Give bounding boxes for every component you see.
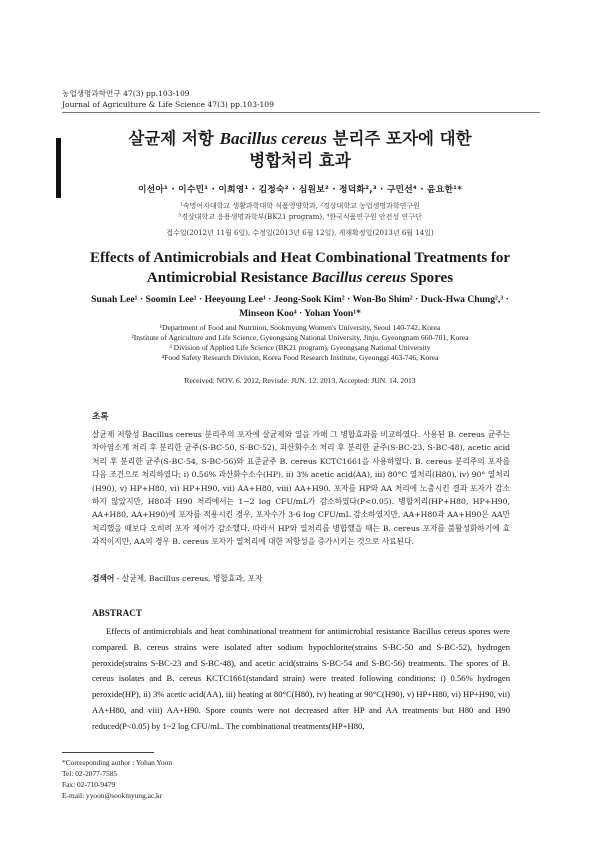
korean-abstract-heading: 초록 (92, 412, 109, 422)
fax: Fax: 02-710-9479 (62, 780, 116, 789)
footnote-divider (62, 752, 154, 753)
english-affiliations: ¹Department of Food and Nutrition, Sookmyung Women's University, Seoul 140-742, Korea ²Institute of Agriculture and Life Science, Gyeongsang National University, Jinju, Gyeongnam 660-701, Korea ³ Division of Applied Life Science (BK21 program), Gyeongsang National University ⁴Food Safety Research Division, Korea Food Research Institute, Gyeonggi 463-746, Korea (131, 323, 469, 362)
english-authors: Sunah Lee¹ · Soomin Lee¹ · Heeyoung Lee¹ · Jeong-Sook Kim² · Won-Bo Shim² · Duck-Hwa Chung²,³ · Minseon Koo⁴ · Yohan Yoon¹* (91, 294, 509, 319)
english-abstract-body: Effects of antimicrobials and heat combinational treatment for antimicrobial resistance Bacillus cereus spores were compared. B. cereus strains were isolated after sodium hypochlorite(strains S-BC-50 and S-BC-52), hydrogen peroxide(strains S-BC-23 and S-BC-48), and acetic acid(strains S-BC-54 and S-BC-56) treatments. The spores of B. cereus isolates and B. cereus KCTC1661(standard strain) were treated following conditions; i) 0.56% hydrogen peroxide(HP), ii) 3% acetic acid(AA), iii) heating at 80°C(H80), iv) heating at 90°C(H90), v) HP+H80, vi) HP+H90, vii) AA+H80, and viii) AA+H90. Spore counts were not decreased after HP and AA treatments but H80 and H90 reduced(P<0.05) by 1~2 log CFU/mL. The combinational treatments(HP+H80, (92, 626, 510, 731)
english-title: Effects of Antimicrobials and Heat Combinational Treatments for Antimicrobial Resistance Bacillus cereus Spores (89, 250, 511, 286)
header-divider (62, 112, 540, 113)
journal-header (62, 88, 274, 110)
english-dates: Received: NOV. 6. 2012, Revisde: JUN. 12. 2013, Accepted: JUN. 14. 2013 (184, 376, 416, 385)
korean-title: 살균제 저항 Bacillus cereus 분리주 포자에 대한 병합처리 효과 (128, 129, 472, 170)
korean-dates: 접수일(2012년 11월 6일), 수정일(2013년 6월 12일), 게재확정일(2013년 6월 14일) (166, 229, 434, 237)
journal-header-english: Journal of Agriculture & Life Science 47(3) pp.103-109 (62, 100, 274, 109)
korean-abstract-body: 살균제 저항성 Bacillus cereus 분리주의 포자에 살균제와 열을 가해 그 병합효과를 비교하였다. 사용된 B. cereus 균주는 차아염소계 처리 후 분리한 균주(S-BC-50, S-BC-52), 과산화수소 처리 후 분리한 균주(S-BC-23, S-BC-48), acetic acid 처리 후 분리한 균주(S-BC-54, S-BC-56)와 표준균주 B. cereus KCTC1661을 사용하였다. B. cereus 분리주의 포자를 다음 조건으로 처리하였다; i) 0.56% 과산화수소수(HP), ii) 3% acetic acid(AA), iii) 80°C 열처리(H80), iv) 90° 열처리(H90), v) HP+H80, vi) HP+H90, vii) AA+H80, viii) AA+H90. 포자를 HP와 AA 처리에 노출시킨 결과 포자가 감소하지 않았지만, H80과 H90 처리에서는 1~2 log CFU/mL가 감소하였다(P<0.05). 병합처리(HP+H80, HP+H90, AA+H80, AA+H90)에 포자를 적용시킨 경우, 포자수가 3-6 log CFU/mL 감소하였지만, AA+H80과 AA+H90은 AA만 처리했을 때보다 오히려 포자 제어가 감소했다. 따라서 HP와 열처리를 병합했을 때는 B. cereus 포자를 불활성화하기에 효과적이지만, AA의 경우 B. cereus 포자가 열처리에 대한 저항성을 증가시키는 것으로 사료된다. (92, 430, 510, 547)
telephone: Tel: 02-2077-7585 (62, 769, 118, 778)
keywords: 검색어 - 살균제, Bacillus cereus, 병합효과, 포자 (92, 574, 263, 583)
title-accent-bar (56, 138, 61, 198)
korean-authors: 이선아¹ · 이수민¹ · 이희영¹ · 김정숙² · 심원보² · 정덕화²,³ · 구민선⁴ · 윤요한¹* (137, 185, 463, 195)
english-abstract-heading: ABSTRACT (92, 608, 143, 618)
footnote (62, 757, 172, 801)
journal-header-korean: 농업생명과학연구 47(3) pp.103-109 (62, 89, 190, 98)
email: E-mail: yyoon@sookmyung.ac.kr (62, 791, 163, 800)
corresponding-author: *Corresponding author : Yohan Yoon (62, 758, 173, 767)
korean-affiliations: ¹숙명여자대학교 생활과학대학 식품영양학과, ²경상대학교 농업생명과학연구원 ³경상대학교 응용생명과학부(BK21 program), ⁴한국식품연구원 안전성 연구단 (178, 202, 422, 221)
